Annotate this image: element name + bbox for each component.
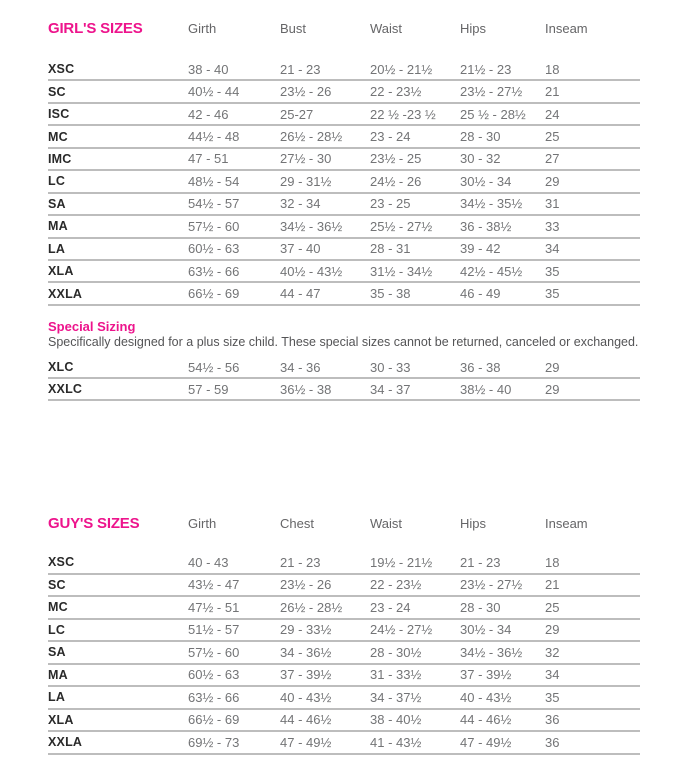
size-value: 46 - 49 xyxy=(460,286,501,302)
column-header-bust: Bust xyxy=(280,21,307,36)
size-value: 21½ - 23 xyxy=(460,61,512,77)
table-row xyxy=(48,126,640,148)
size-value: 22 - 23½ xyxy=(370,577,422,593)
size-code: XSC xyxy=(48,62,75,77)
size-value: 21 - 23 xyxy=(460,554,501,570)
size-code: MC xyxy=(48,129,68,144)
size-value: 40 - 43½ xyxy=(460,689,512,705)
size-code: LC xyxy=(48,174,66,189)
size-value: 38 - 40½ xyxy=(370,712,422,728)
size-value: 21 - 23 xyxy=(280,554,321,570)
table-row xyxy=(48,642,640,665)
size-value: 47 - 51 xyxy=(188,151,229,167)
size-value: 35 xyxy=(545,689,560,705)
size-value: 30 - 32 xyxy=(460,151,501,167)
size-value: 37 - 40 xyxy=(280,241,321,257)
size-value: 36 xyxy=(545,712,560,728)
size-value: 40½ - 43½ xyxy=(280,263,343,279)
column-header-waist: Waist xyxy=(370,21,403,36)
size-value: 23½ - 27½ xyxy=(460,84,523,100)
size-value: 22 ½ -23 ½ xyxy=(370,106,436,122)
size-value: 40 - 43 xyxy=(188,554,229,570)
table-row xyxy=(48,104,640,126)
size-value: 29 - 31½ xyxy=(280,173,332,189)
size-value: 32 xyxy=(545,644,560,660)
column-header-waist: Waist xyxy=(370,516,403,531)
size-code: SC xyxy=(48,84,66,99)
size-value: 51½ - 57 xyxy=(188,622,240,638)
table-row xyxy=(48,194,640,216)
size-value: 54½ - 57 xyxy=(188,196,240,212)
size-value: 23½ - 26 xyxy=(280,577,332,593)
size-code: MA xyxy=(48,667,68,682)
size-value: 32 - 34 xyxy=(280,196,321,212)
size-value: 57 - 59 xyxy=(188,381,229,397)
size-value: 42 - 46 xyxy=(188,106,229,122)
table-row xyxy=(48,357,640,379)
size-value: 18 xyxy=(545,554,560,570)
table-row xyxy=(48,171,640,193)
size-code: LA xyxy=(48,690,66,705)
size-value: 34½ - 36½ xyxy=(280,218,343,234)
size-value: 30½ - 34 xyxy=(460,622,512,638)
size-value: 48½ - 54 xyxy=(188,173,240,189)
column-header-girth: Girth xyxy=(188,21,217,36)
size-value: 60½ - 63 xyxy=(188,667,240,683)
size-value: 57½ - 60 xyxy=(188,218,240,234)
special-sizing-description: Specifically designed for a plus size child. These special sizes cannot be returned, canceled or exchanged. xyxy=(48,335,639,349)
size-value: 34 - 36½ xyxy=(280,644,332,660)
size-code: ISC xyxy=(48,107,70,122)
table-row xyxy=(48,261,640,283)
table-row xyxy=(48,665,640,688)
table-row xyxy=(48,552,640,575)
size-value: 23½ - 26 xyxy=(280,84,332,100)
size-value: 33 xyxy=(545,218,560,234)
size-value: 31½ - 34½ xyxy=(370,263,433,279)
size-value: 44 - 46½ xyxy=(460,712,512,728)
size-value: 28 - 30 xyxy=(460,129,501,145)
size-value: 25 xyxy=(545,599,560,615)
size-value: 27 xyxy=(545,151,560,167)
table-row xyxy=(48,283,640,305)
size-value: 63½ - 66 xyxy=(188,689,240,705)
guys-table-header xyxy=(48,515,640,532)
size-value: 23 - 24 xyxy=(370,129,411,145)
size-value: 21 xyxy=(545,577,560,593)
size-value: 34½ - 36½ xyxy=(460,644,523,660)
size-value: 23 - 24 xyxy=(370,599,411,615)
size-value: 43½ - 47 xyxy=(188,577,240,593)
table-row xyxy=(48,379,640,401)
table-row xyxy=(48,710,640,733)
size-value: 39 - 42 xyxy=(460,241,501,257)
table-row xyxy=(48,620,640,643)
size-code: MA xyxy=(48,219,68,234)
size-value: 36 xyxy=(545,734,560,750)
size-value: 25½ - 27½ xyxy=(370,218,433,234)
table-row xyxy=(48,81,640,103)
girls-table-header xyxy=(48,20,640,37)
special-sizing-section xyxy=(48,319,640,401)
size-value: 47½ - 51 xyxy=(188,599,240,615)
size-code: XXLA xyxy=(48,286,83,301)
size-value: 29 xyxy=(545,173,560,189)
size-value: 60½ - 63 xyxy=(188,241,240,257)
guys-table-title: GUY'S SIZES xyxy=(48,515,140,532)
size-value: 47 - 49½ xyxy=(460,734,512,750)
special-sizing-title: Special Sizing xyxy=(48,319,136,334)
size-value: 30½ - 34 xyxy=(460,173,512,189)
table-row xyxy=(48,216,640,238)
table-row xyxy=(48,575,640,598)
size-value: 24½ - 26 xyxy=(370,173,422,189)
size-value: 26½ - 28½ xyxy=(280,129,343,145)
size-code: LC xyxy=(48,622,66,637)
size-value: 36½ - 38 xyxy=(280,381,332,397)
column-header-hips: Hips xyxy=(460,21,487,36)
table-row xyxy=(48,149,640,171)
column-header-girth: Girth xyxy=(188,516,217,531)
size-value: 25 ½ - 28½ xyxy=(460,106,526,122)
column-header-hips: Hips xyxy=(460,516,487,531)
size-value: 29 xyxy=(545,622,560,638)
size-code: XLA xyxy=(48,264,74,279)
size-value: 23½ - 25 xyxy=(370,151,422,167)
size-value: 35 xyxy=(545,286,560,302)
size-value: 44 - 46½ xyxy=(280,712,332,728)
size-value: 34½ - 35½ xyxy=(460,196,523,212)
size-value: 37 - 39½ xyxy=(460,667,512,683)
size-value: 19½ - 21½ xyxy=(370,554,433,570)
size-code: XXLA xyxy=(48,735,83,750)
size-code: SA xyxy=(48,196,66,211)
size-value: 26½ - 28½ xyxy=(280,599,343,615)
size-value: 63½ - 66 xyxy=(188,263,240,279)
size-value: 28 - 31 xyxy=(370,241,411,257)
size-value: 54½ - 56 xyxy=(188,359,240,375)
girls-size-table xyxy=(48,59,640,306)
size-value: 34 - 36 xyxy=(280,359,321,375)
size-value: 34 - 37½ xyxy=(370,689,422,705)
guys-size-table xyxy=(48,552,640,755)
size-code: XXLC xyxy=(48,382,83,396)
size-value: 21 xyxy=(545,84,560,100)
size-value: 24 xyxy=(545,106,560,122)
size-value: 66½ - 69 xyxy=(188,286,240,302)
special-sizing-table xyxy=(48,357,640,401)
size-value: 23½ - 27½ xyxy=(460,577,523,593)
size-value: 36 - 38½ xyxy=(460,218,512,234)
size-code: MC xyxy=(48,600,68,615)
size-value: 25-27 xyxy=(280,106,314,122)
table-row xyxy=(48,239,640,261)
size-value: 21 - 23 xyxy=(280,61,321,77)
girls-table-title: GIRL'S SIZES xyxy=(48,20,143,37)
table-row xyxy=(48,597,640,620)
size-value: 31 xyxy=(545,196,560,212)
size-value: 29 - 33½ xyxy=(280,622,332,638)
size-value: 36 - 38 xyxy=(460,359,501,375)
size-value: 29 xyxy=(545,381,560,397)
size-value: 66½ - 69 xyxy=(188,712,240,728)
size-value: 47 - 49½ xyxy=(280,734,332,750)
size-code: IMC xyxy=(48,151,72,166)
size-code: SA xyxy=(48,645,66,660)
size-value: 28 - 30 xyxy=(460,599,501,615)
table-row xyxy=(48,687,640,710)
size-value: 69½ - 73 xyxy=(188,734,240,750)
size-value: 31 - 33½ xyxy=(370,667,422,683)
size-value: 37 - 39½ xyxy=(280,667,332,683)
size-value: 24½ - 27½ xyxy=(370,622,433,638)
size-code: XSC xyxy=(48,555,75,570)
size-value: 57½ - 60 xyxy=(188,644,240,660)
size-value: 29 xyxy=(545,359,560,375)
size-value: 23 - 25 xyxy=(370,196,411,212)
size-value: 25 xyxy=(545,129,560,145)
size-value: 34 xyxy=(545,241,560,257)
size-value: 28 - 30½ xyxy=(370,644,422,660)
size-value: 40 - 43½ xyxy=(280,689,332,705)
table-row xyxy=(48,59,640,81)
size-value: 38½ - 40 xyxy=(460,381,512,397)
size-value: 18 xyxy=(545,61,560,77)
size-value: 27½ - 30 xyxy=(280,151,332,167)
size-value: 35 xyxy=(545,263,560,279)
size-code: SC xyxy=(48,577,66,592)
size-value: 44 - 47 xyxy=(280,286,321,302)
size-value: 40½ - 44 xyxy=(188,84,240,100)
table-row xyxy=(48,732,640,755)
column-header-inseam: Inseam xyxy=(545,516,588,531)
column-header-inseam: Inseam xyxy=(545,21,588,36)
size-value: 44½ - 48 xyxy=(188,129,240,145)
size-code: XLA xyxy=(48,712,74,727)
size-value: 22 - 23½ xyxy=(370,84,422,100)
size-value: 20½ - 21½ xyxy=(370,61,433,77)
size-value: 38 - 40 xyxy=(188,61,229,77)
size-value: 41 - 43½ xyxy=(370,734,422,750)
size-value: 34 - 37 xyxy=(370,381,411,397)
size-value: 34 xyxy=(545,667,560,683)
column-header-chest: Chest xyxy=(280,516,314,531)
size-value: 42½ - 45½ xyxy=(460,263,523,279)
size-code: LA xyxy=(48,241,66,256)
size-value: 30 - 33 xyxy=(370,359,411,375)
size-value: 35 - 38 xyxy=(370,286,411,302)
size-code: XLC xyxy=(48,360,74,374)
